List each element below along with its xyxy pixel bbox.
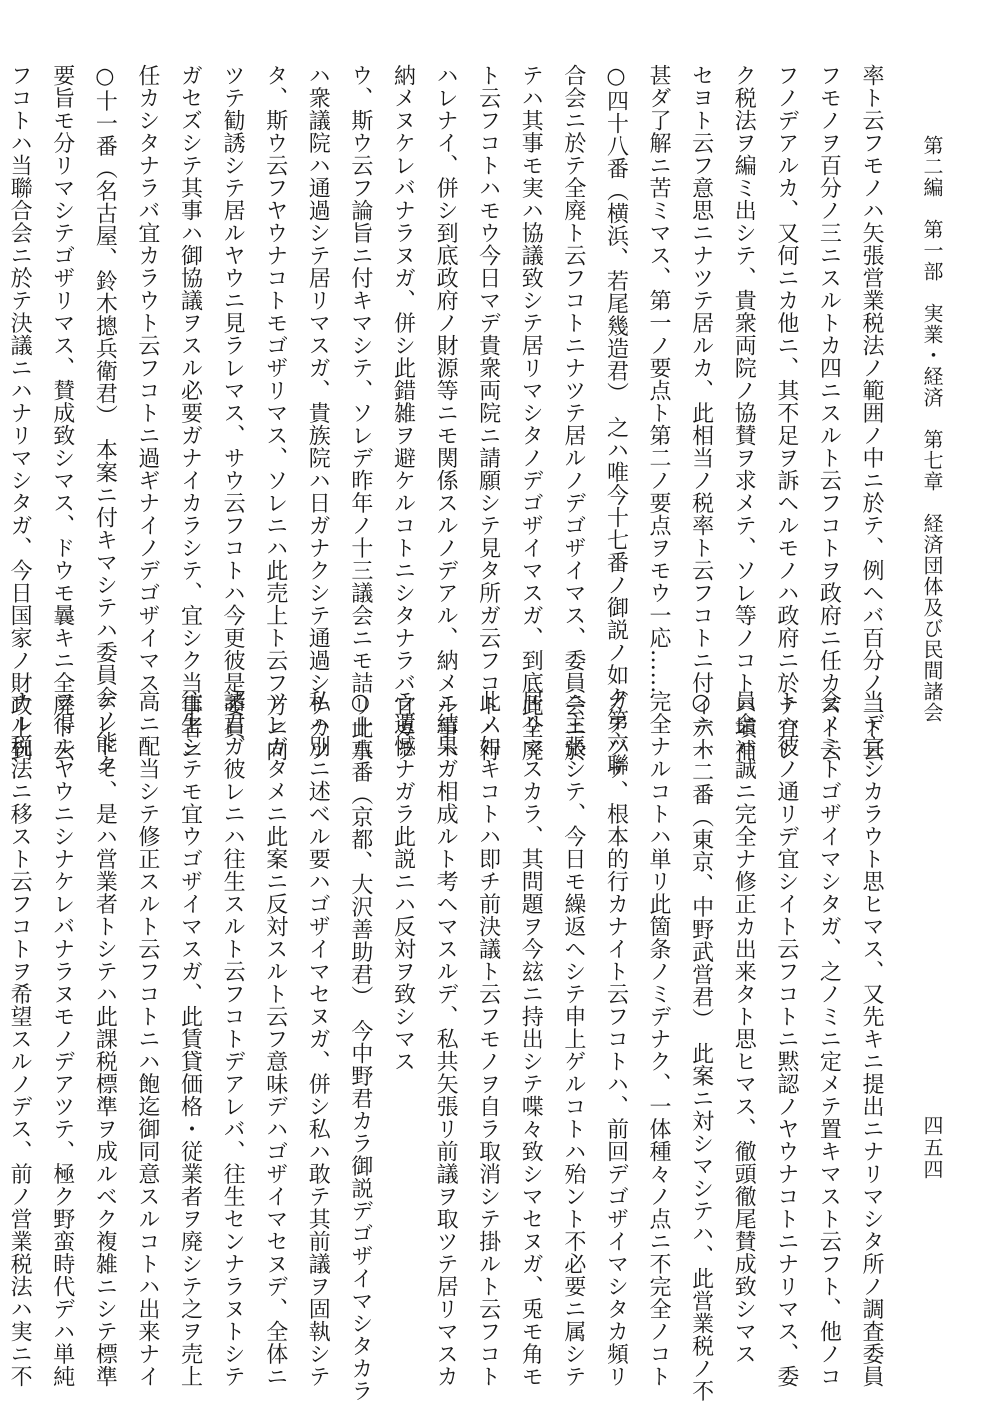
text-column: 合会ニ於テ全廃ト云フコトニナツテ居ルノデゴザイマス、委員会ニ於 <box>560 64 586 762</box>
text-column: 諸君ガ彼レニハ往生スルト云フコトデアレバ、往生センナラヌトシテ <box>220 690 246 1388</box>
text-column: トハ彼ノ通リデ宜シイト云フコトニ黙認ノヤウナコトニナリマス、委 <box>773 690 799 1388</box>
text-column: ガアツテ、根本的行カナイト云フコトハ、前回デゴザイマシタカ頻リ <box>603 690 629 1388</box>
lower-text-block <box>7 690 892 1402</box>
text-column: 納メヌケレバナラヌガ、併シ此錯雑ヲ避ケルコトニシタナラバ宜カラ <box>390 64 416 762</box>
text-column: ニ主張シテ、今日モ繰返ヘシテ申上ゲルコトハ殆ント不必要ニ属シテ <box>560 690 586 1388</box>
text-column: フモノヲ百分ノ三ニスルトカ四ニスルト云フコトヲ政府ニ任カスト云 <box>816 64 842 762</box>
text-column: ナル税法ニ移スト云フコトヲ希望スルノデス、前ノ営業税法ハ実ニ不 <box>7 690 33 1388</box>
text-column: ク税法ヲ編ミ出シテ、貴衆両院ノ協賛ヲ求メテ、ソレ等ノコトハ塡補 <box>731 64 757 762</box>
upper-text-block <box>7 64 892 776</box>
text-column: 会ノミトゴザイマシタガ、之ノミニ定メテ置キマスト云フト、他ノコ <box>816 690 842 1388</box>
text-column: 此ノ如キコトハ即チ前決議ト云フモノヲ自ラ取消シテ掛ルト云フコト <box>475 690 501 1388</box>
text-column: 甚ダ了解ニ苦ミマス、第一ノ要点ト第二ノ要点ヲモウ一応…… <box>646 64 672 694</box>
text-column: フノデアルカ、又何ニカ他ニ、其不足ヲ訴ヘルモノハ政府ニ於テ宜シ <box>773 64 799 762</box>
text-column: ハ衆議院ハ通過シテ居リマスガ、貴族院ハ日ガナクシテ通過シナカツ <box>305 64 331 762</box>
text-column: 任カシタナラバ宜カラウト云フコトニ過ギナイノデゴザイマス <box>134 64 160 694</box>
text-column: ソレガタメニ此案ニ反対スルト云フ意味デハゴザイマセヌデ、全体ニ <box>262 690 288 1388</box>
text-column: ハレナイ、併シ到底政府ノ財源等ニモ関係スルノデアル、納メル事ハ <box>433 64 459 762</box>
text-column: 居リマスカラ、其問題ヲ今玆ニ持出シテ喋々致シマセヌガ、兎モ角モ <box>518 690 544 1388</box>
text-column: ニ結果ガ相成ルト考ヘマスルデ、私共矢張リ前議ヲ取ツテ居リマスカ <box>433 690 459 1388</box>
text-column: 私ハ別ニ述ベル要ハゴザイマセヌガ、併シ私ハ敢テ其前議ヲ固執シテ <box>305 690 331 1388</box>
text-column: ○十一番（名古屋、鈴木摠兵衛君） 本案ニ付キマシテハ委員会ノ能ク <box>92 64 118 776</box>
text-column: タ、斯ウ云フヤウナコトモゴザリマス、ソレニハ此売上ト云フ方ニ向 <box>262 64 288 762</box>
text-column: ウ、斯ウ云フ論旨ニ付キマシテ、ソレデ昨年ノ十三議会ニモ詰リ此事 <box>347 64 373 762</box>
text-column: 完全ナルコトハ単リ此箇条ノミデナク、一体種々ノ点ニ不完全ノコト <box>646 690 672 1388</box>
text-column: ラ遺憾ナガラ此説ニハ反対ヲ致シマス <box>390 690 416 1073</box>
text-column: 当デ宜シカラウト思ヒマス、又先キニ提出ニナリマシタ所ノ調査委員 <box>859 690 884 1388</box>
text-column: 高ニ配当シテ修正スルト云フコトニハ飽迄御同意スルコトハ出来ナイ <box>134 690 160 1388</box>
text-column: フコトハ当聯合会ニ於テ決議ニハナリマシタガ、今日国家ノ財政上到 <box>7 64 33 762</box>
running-header: 第二編 第一部 実業・経済 第七章 経済団体及び民間諸会 <box>920 135 944 723</box>
text-column: テハ其事モ実ハ協議致シテ居リマシタノデゴザイマスガ、到底此全廃 <box>518 64 544 762</box>
text-column: 要旨モ分リマシテゴザリマス、賛成致シマス、ドウモ曩キニ全廃ト云 <box>49 64 75 762</box>
text-column: ヲ得ルヤウニシナケレバナラヌモノデアツテ、極ク野蛮時代デハ単純 <box>49 690 75 1388</box>
text-column: セヨト云フ意思ニナツテ居ルカ、此相当ノ税率ト云フコトニ付イテハ <box>688 64 714 762</box>
text-column: ト云フコトハモウ今日マデ貴衆両院ニ請願シテ見タ所ガ云フコトハ行 <box>475 64 501 762</box>
text-column: 員会ハ誠ニ完全ナ修正カ出来タト思ヒマス、徹頭徹尾賛成致シマス <box>731 690 757 1365</box>
text-column: 率ト云フモノハ矢張営業税法ノ範囲ノ中ニ於テ、例ヘバ百分ノ二ト云 <box>859 64 884 762</box>
text-column: ○六十二番（東京、中野武営君） 此案ニ対シマシテハ、此営業税ノ不 <box>688 690 714 1402</box>
text-column: ケレドモ、是ハ営業者トシテハ此課税標準ヲ成ルベク複雑ニシテ標準 <box>92 690 118 1388</box>
text-column: ○四十八番（横浜、若尾幾造君） 之ハ唯今十七番ノ御説ノ如ク第六聯 <box>603 64 629 776</box>
text-column: 往生シテモ宜ウゴザイマスガ、此賃貸価格・従業者ヲ廃シテ之ヲ売上 <box>177 690 203 1388</box>
text-column: ツテ勧誘シテ居ルヤウニ見ラレマス、サウ云フコトハ今更彼是委員 <box>220 64 246 739</box>
text-column: ○十八番（京都、大沢善助君） 今中野君カラ御説デゴザイマシタカラ <box>347 690 373 1402</box>
text-column: ガセズシテ其事ハ御協議ヲスル必要ガナイカラシテ、宜シク当事者ニ <box>177 64 203 762</box>
page-number: 四五四 <box>920 1115 944 1181</box>
